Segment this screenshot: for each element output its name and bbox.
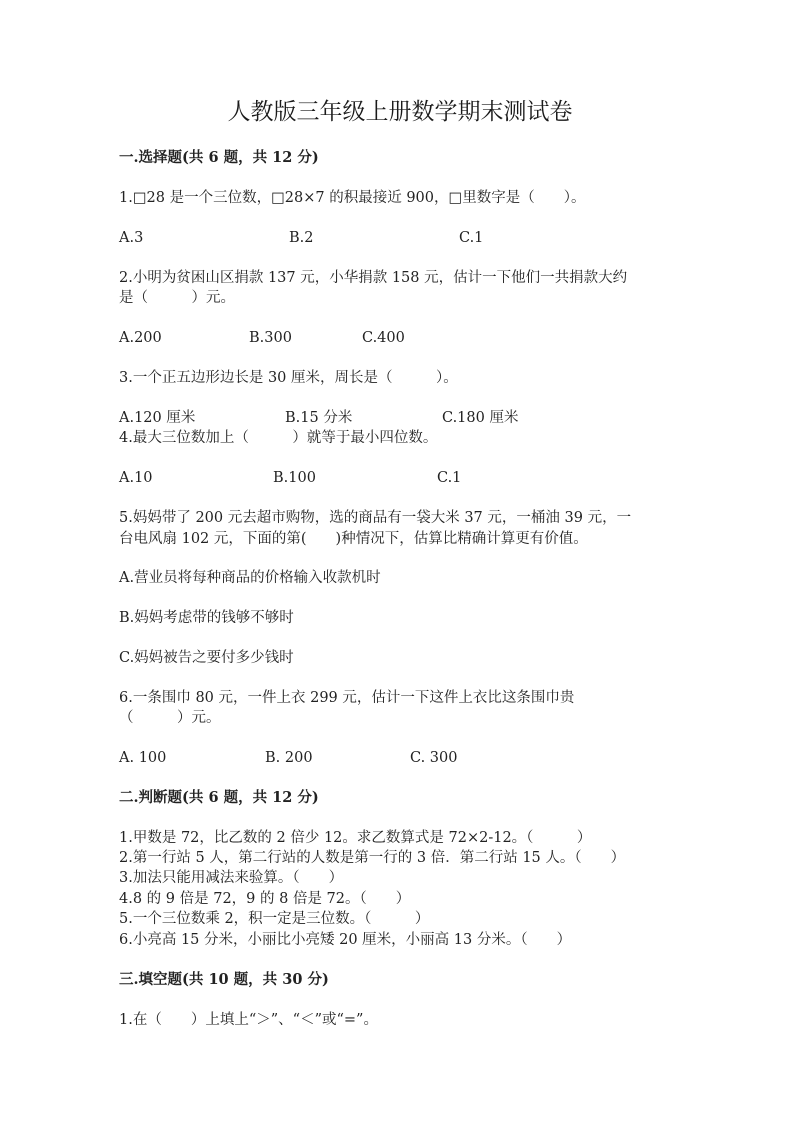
question-5-line1: 5.妈妈带了 200 元去超市购物，选的商品有一袋大米 37 元，一桶油 39 元，一	[119, 510, 632, 526]
option-b: B.2	[289, 230, 314, 246]
judgement-item: 3.加法只能用减法来验算。（ ）	[119, 870, 344, 886]
section-heading-judgement: 二.判断题(共 6 题，共 12 分)	[119, 789, 319, 806]
question-1: 1.□28 是一个三位数，□28×7 的积最接近 900，□里数字是（ ）。	[119, 190, 586, 206]
question-3: 3.一个正五边形边长是 30 厘米，周长是（ ）。	[119, 370, 458, 386]
option-a: A.200	[119, 330, 162, 346]
question-6-line1: 6.一条围巾 80 元，一件上衣 299 元，估计一下这件上衣比这条围巾贵	[119, 690, 575, 706]
option-c: C.400	[362, 330, 405, 346]
option-b: B.15 分米	[285, 410, 353, 426]
question-2-line1: 2.小明为贫困山区捐款 137 元，小华捐款 158 元，估计一下他们一共捐款大约	[119, 270, 628, 286]
option-b: B.100	[273, 470, 316, 486]
option-c: C.1	[437, 470, 462, 486]
section-heading-choice: 一.选择题(共 6 题，共 12 分)	[119, 149, 319, 166]
option-c: C.180 厘米	[442, 410, 519, 426]
judgement-item: 6.小亮高 15 分米，小丽比小亮矮 20 厘米，小丽高 13 分米。（ ）	[119, 932, 572, 948]
option-b: B.妈妈考虑带的钱够不够时	[119, 610, 294, 626]
judgement-item: 5.一个三位数乘 2，积一定是三位数。（ ）	[119, 911, 430, 927]
option-a: A.3	[119, 230, 144, 246]
page-title: 人教版三年级上册数学期末测试卷	[227, 99, 573, 125]
judgement-item: 1.甲数是 72，比乙数的 2 倍少 12。求乙数算式是 72×2-12。（ ）	[119, 830, 592, 846]
question-4: 4.最大三位数加上（ ）就等于最小四位数。	[119, 430, 438, 446]
section-heading-fill-in: 三.填空题(共 10 题，共 30 分)	[119, 971, 329, 988]
option-c: C. 300	[410, 750, 458, 766]
option-a: A.120 厘米	[119, 410, 196, 426]
judgement-item: 2.第一行站 5 人，第二行站的人数是第一行的 3 倍．第二行站 15 人。（ ）	[119, 850, 626, 866]
question-2-line2: 是（ ）元。	[119, 290, 235, 306]
option-b: B. 200	[265, 750, 313, 766]
fill-in-question-1: 1.在（ ）上填上“＞”、“＜”或“=”。	[119, 1012, 378, 1028]
option-a: A.10	[119, 470, 153, 486]
option-a: A.营业员将每种商品的价格输入收款机时	[119, 570, 381, 586]
question-5-line2: 台电风扇 102 元，下面的第( )种情况下，估算比精确计算更有价值。	[119, 531, 588, 547]
option-a: A. 100	[119, 750, 167, 766]
question-6-line2: （ ）元。	[119, 710, 221, 726]
option-c: C.1	[459, 230, 484, 246]
option-c: C.妈妈被告之要付多少钱时	[119, 650, 294, 666]
option-b: B.300	[249, 330, 292, 346]
judgement-item: 4.8 的 9 倍是 72，9 的 8 倍是 72。（ ）	[119, 891, 411, 907]
